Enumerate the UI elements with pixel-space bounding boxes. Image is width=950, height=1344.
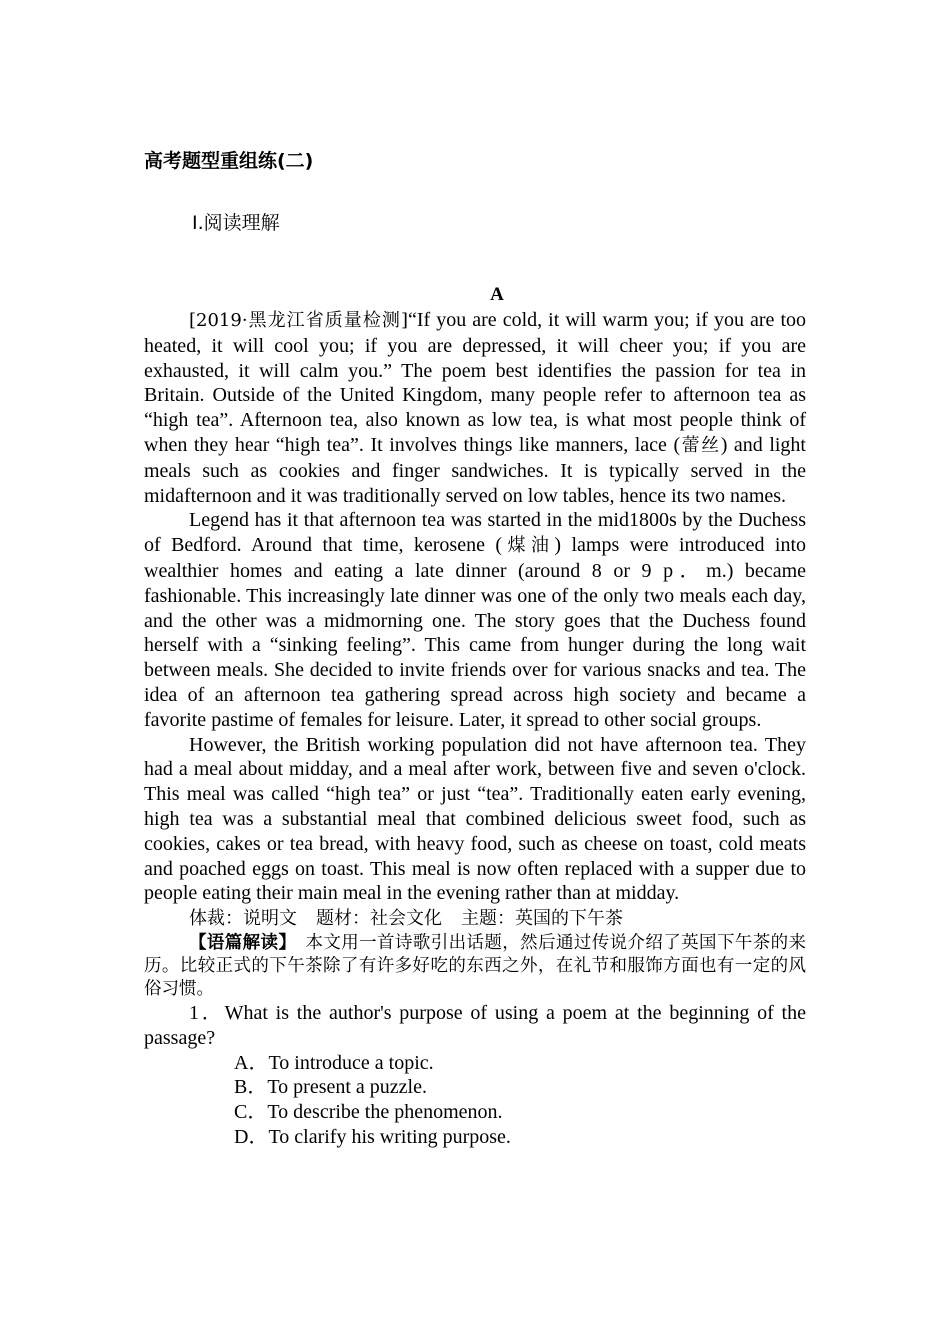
option-d: D．To clarify his writing purpose.	[234, 1125, 511, 1148]
question-1: 1．What is the author's purpose of using a poem at the beginning of the passage?	[144, 1001, 806, 1049]
topic-value: 社会文化	[370, 908, 442, 930]
topic-label: 题材：	[316, 908, 370, 930]
paragraph-3: However, the British working population did not have afternoon tea. They had a meal about midday, and a meal after work, between five and seven o'clock. This meal was called “high tea” or just “tea”. Traditionally eaten early evening, high tea was a substantial meal that combined delicious sweet food, such as cookies, cakes or tea bread, with heavy food, such as cheese on toast, cold meats and poached eggs on toast. This meal is now often replaced with a supper due to people eating their main meal in the evening rather than at midday.	[144, 733, 806, 905]
option-a: A．To introduce a topic.	[234, 1051, 434, 1074]
paragraph-2	[144, 508, 806, 732]
passage-body	[144, 308, 806, 1150]
passage-letter: A	[490, 284, 504, 305]
section-heading: Ⅰ.阅读理解	[192, 212, 280, 234]
paragraph-1-text-end: ) and light meals such as cookies and finger sandwiches. It is typically served in the midafternoon and it was traditionally served on low tables, hence its two names.	[144, 433, 806, 507]
analysis-text: 本文用一首诗歌引出话题，然后通过传说介绍了英国下午茶的来历。比较正式的下午茶除了有许多好吃的东西之外，在礼节和服饰方面也有一定的风俗习惯。	[144, 932, 807, 999]
option-b: B．To present a puzzle.	[234, 1076, 427, 1099]
paragraph-1	[144, 308, 806, 508]
paragraph-1-text: “If you are cold, it will warm you; if you are too heated, it will cool you; if you are depressed, it will cheer you; if you are exhausted, it will calm you.” The poem best identifies the passion for tea in Britain. Outside of the United Kingdom, many people refer to afternoon tea as “high tea”. Afternoon tea, also known as low tea, is what most people think of when they hear “high tea”. It involves things like manners, lace (	[144, 309, 806, 456]
genre-value: 说明文	[243, 908, 297, 930]
source-citation: [2019·黑龙江省质量检测]	[189, 310, 408, 331]
gloss-lace: 蕾丝	[680, 434, 721, 456]
paragraph-2-text-end: ) lamps were introduced into wealthier homes and eating a late dinner (around 8 or 9 p．m.) became fashionable. This increasingly late dinner was one of the only two meals each day, and the other was a midmorning one. The story goes that the Duchess found herself with a “sinking feeling”. This came from hunger during the long wait between meals. She decided to invite friends over for various snacks and tea. The idea of an afternoon tea gathering spread across high society and became a favorite pastime of females for leisure. Later, it spread to other social groups.	[144, 534, 807, 731]
analysis-label: 【语篇解读】	[189, 932, 288, 953]
passage-analysis	[144, 932, 806, 1001]
gloss-kerosene: 煤油	[502, 535, 555, 557]
option-c: C．To describe the phenomenon.	[234, 1101, 503, 1124]
passage-tags	[144, 906, 806, 932]
paragraph-2-text: Legend has it that afternoon tea was started in the mid1800s by the Duchess of Bedford. Around that time, kerosene (	[144, 509, 806, 557]
page-title: 高考题型重组练(二)	[144, 150, 314, 172]
genre-label: 体裁：	[189, 908, 243, 930]
theme-label: 主题：	[461, 908, 515, 930]
theme-value: 英国的下午茶	[515, 908, 623, 930]
